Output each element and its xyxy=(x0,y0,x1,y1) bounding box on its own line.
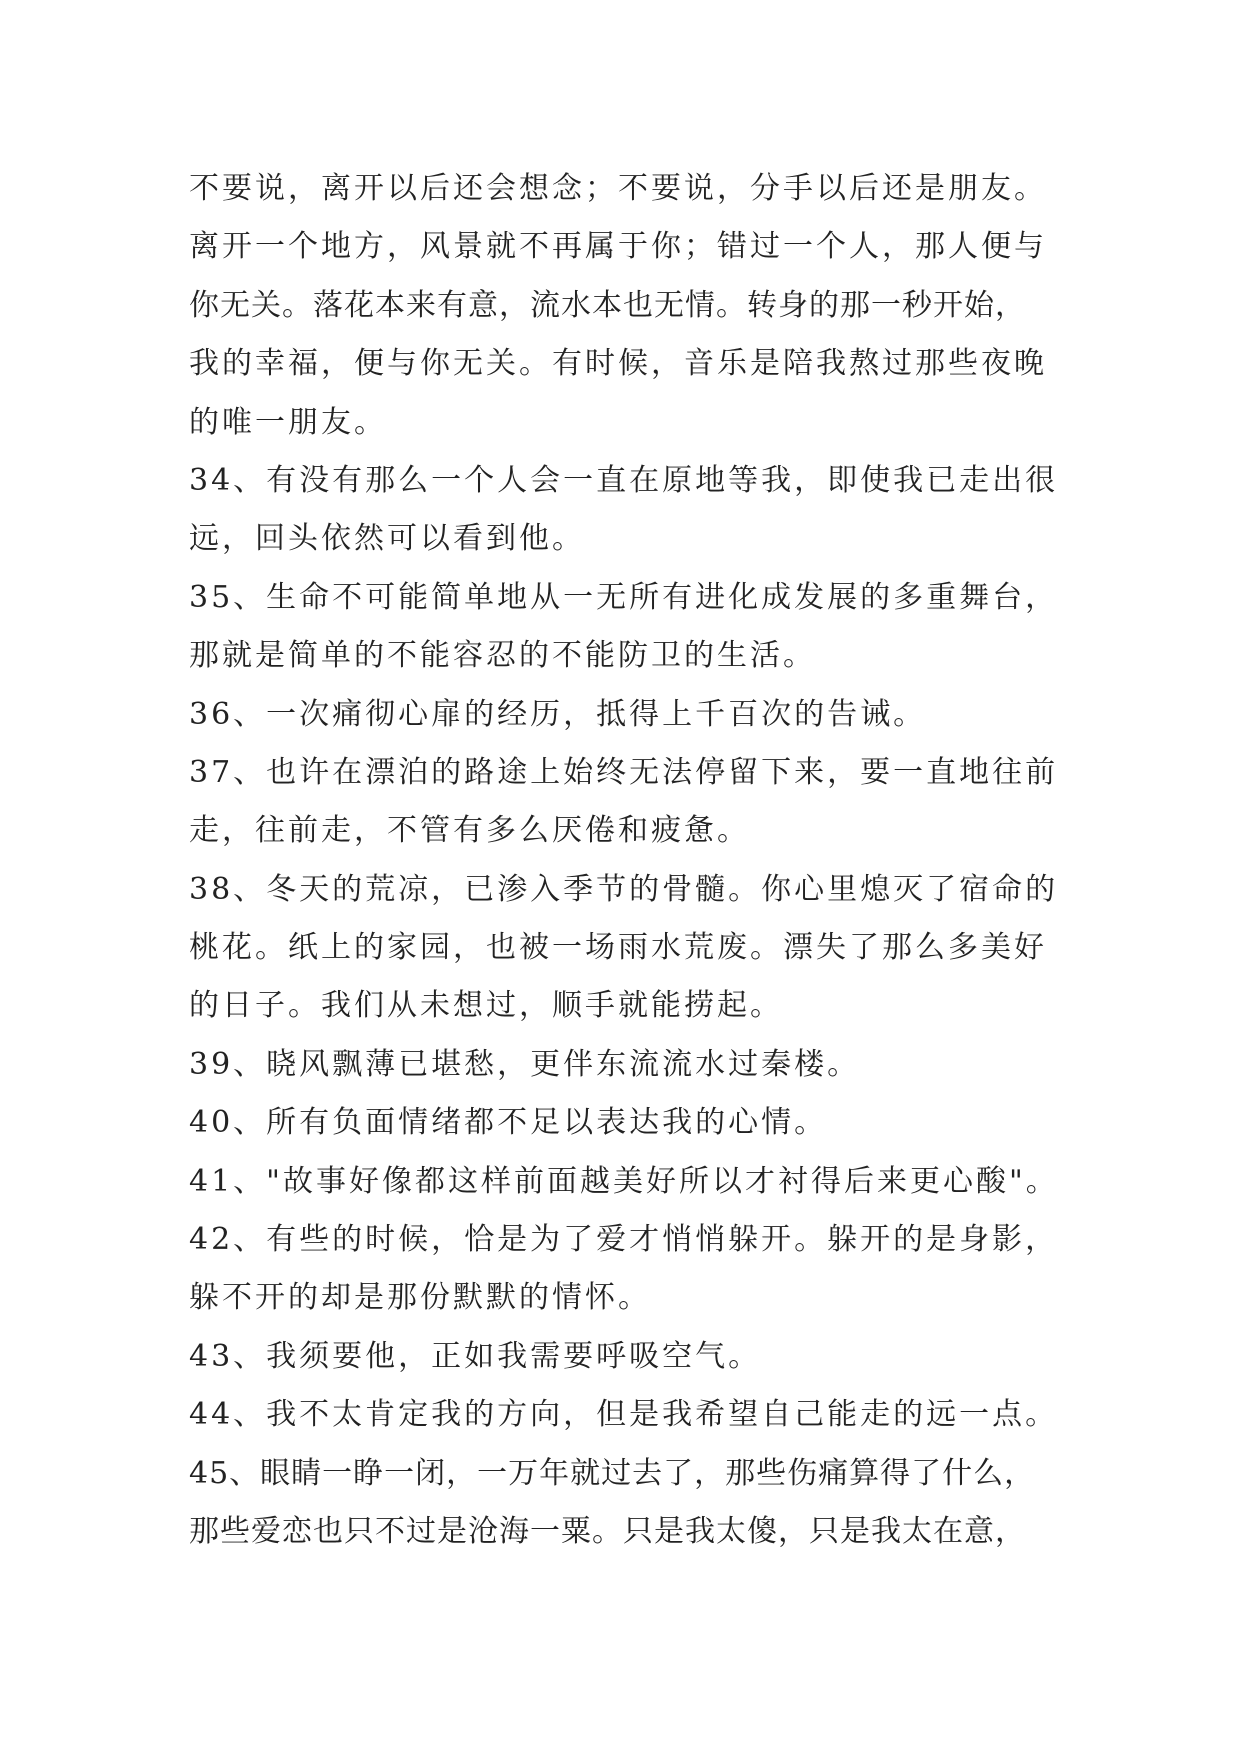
text-line: 44、我不太肯定我的方向，但是我希望自己能走的远一点。 xyxy=(189,1397,1059,1433)
text-line: 不要说，离开以后还会想念；不要说，分手以后还是朋友。 xyxy=(189,171,1047,206)
text-line: 你无关。落花本来有意，流水本也无情。转身的那一秒开始， xyxy=(189,287,1026,323)
text-line: 40、所有负面情绪都不足以表达我的心情。 xyxy=(189,1105,828,1141)
text-line: 43、我须要他，正如我需要呼吸空气。 xyxy=(189,1338,762,1374)
text-line: 45、眼睛一睁一闭，一万年就过去了，那些伤痛算得了什么， xyxy=(189,1455,1036,1491)
text-line: 41、"故事好像都这样前面越美好所以才衬得后来更心酸"。 xyxy=(189,1163,1059,1199)
text-line: 躲不开的却是那份默默的情怀。 xyxy=(189,1280,651,1316)
text-line: 远，回头依然可以看到他。 xyxy=(189,521,585,557)
text-line: 42、有些的时候，恰是为了爱才悄悄躲开。躲开的是身影， xyxy=(189,1222,1059,1258)
text-line: 的日子。我们从未想过，顺手就能捞起。 xyxy=(189,988,783,1024)
text-line: 38、冬天的荒凉，已渗入季节的骨髓。你心里熄灭了宿命的 xyxy=(189,871,1059,907)
text-line: 那些爱恋也只不过是沧海一粟。只是我太傻，只是我太在意， xyxy=(189,1513,1026,1549)
text-line: 35、生命不可能简单地从一无所有进化成发展的多重舞台， xyxy=(189,579,1059,615)
text-line: 36、一次痛彻心扉的经历，抵得上千百次的告诫。 xyxy=(189,696,927,732)
document-body xyxy=(189,160,1069,1561)
text-line: 走，往前走，不管有多么厌倦和疲惫。 xyxy=(189,813,750,849)
text-line: 我的幸福，便与你无关。有时候，音乐是陪我熬过那些夜晚 xyxy=(189,346,1047,382)
text-line: 34、有没有那么一个人会一直在原地等我，即使我已走出很 xyxy=(189,462,1059,498)
text-line: 37、也许在漂泊的路途上始终无法停留下来，要一直地往前 xyxy=(189,754,1059,790)
text-line: 离开一个地方，风景就不再属于你；错过一个人，那人便与 xyxy=(189,229,1047,265)
text-line: 那就是简单的不能容忍的不能防卫的生活。 xyxy=(189,638,816,674)
text-line: 桃花。纸上的家园，也被一场雨水荒废。漂失了那么多美好 xyxy=(189,930,1047,966)
text-line: 39、晓风飘薄已堪愁，更伴东流流水过秦楼。 xyxy=(189,1046,861,1082)
text-line: 的唯一朋友。 xyxy=(189,404,387,440)
